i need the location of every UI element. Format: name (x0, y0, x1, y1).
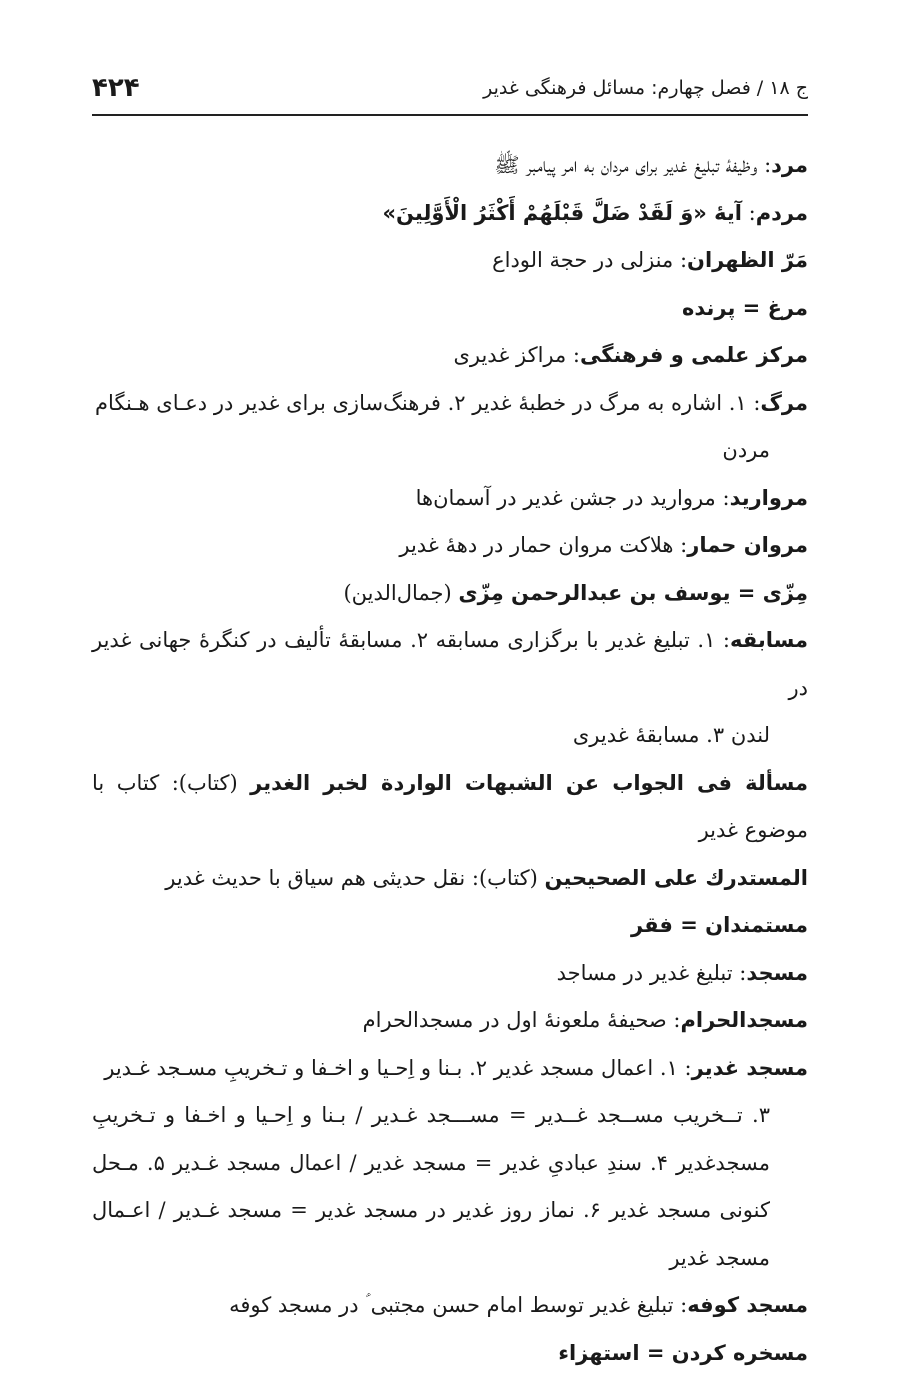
glossary-entry (92, 855, 808, 903)
entry-definition: ۱. اشاره به مرگ در خطبهٔ غدیر ۲. فرهنگ‌سازی برای غدیر در دعـای هـنگام (95, 390, 747, 415)
entry-definition: وظیفهٔ تبلیغ غدیر برای مردان به امر پیامبر ﷺ (494, 153, 758, 177)
glossary-entry: مردم: آیهٔ «وَ لَقَدْ ضَلَّ قَبْلَهُمْ أَكْثَرُ الْأَوَّلِينَ» (382, 200, 808, 225)
glossary-entry (92, 902, 808, 950)
entry-term: مِزّی = یوسف بن عبدالرحمن مِزّی (458, 580, 808, 605)
glossary-entry: مروارید: مروارید در جشن غدیر در آسمان‌ها (415, 485, 808, 510)
book-page (92, 62, 808, 1377)
entry-term: مرد (771, 153, 808, 177)
entry-definition: (کتاب): کتاب با موضوع غدیر (92, 770, 808, 842)
entry-definition: صحیفهٔ ملعونهٔ اول در مسجدالحرام (362, 1008, 667, 1032)
glossary-entry: مروان حمار: هلاکت مروان حمار در دههٔ غدیر (399, 533, 808, 557)
entry-term: مسألة فی الجواب عن الشبهات الواردة لخبر الغدیر (250, 770, 808, 795)
entry-term: مسجد کوفه (687, 1293, 808, 1317)
entry-definition: مراکز غدیری (453, 343, 567, 367)
glossary-entry: مرگ: ۱. اشاره به مرگ در خطبهٔ غدیر ۲. فرهنگ‌سازی برای غدیر در دعـای هـنگام مردن (92, 380, 808, 475)
entry-term: مسابقه (730, 628, 808, 652)
glossary-entry: مرکز علمی و فرهنگی: مراکز غدیری (453, 343, 808, 367)
glossary-entry: مسجد غدیر: ۱. اعمال مسجد غدیر ۲. بـنا و اِحـیا و اخـفا و تـخریبِ مسـجد غـدیر ۳. تــخریب مســجد غــدیر = مســـجد غـدیر / بـنا و اِحـیا و اخـفا و تـخریبِ مسجدغدیر ۴. سندِ عبادیِ غدیر = مسجد غدیر / اعمال مسجد غـدیر ۵. مـحل کنونی مسجد غدیر ۶. نماز روز غدیر در مسجد غدیر = مسجد غـدیر / اعـمال مسجد غدیر (92, 1045, 808, 1283)
entry-term: المستدرك علی الصحیحین (544, 865, 808, 890)
entry-term: مستمندان = فقر (631, 913, 808, 937)
entry-definition: هلاکت مروان حمار در دههٔ غدیر (399, 533, 674, 557)
glossary-entry (92, 285, 808, 333)
glossary-entries (92, 142, 808, 1377)
entry-term: مروان حمار (687, 533, 808, 557)
entry-definition: منزلی در حجة الوداع (492, 248, 674, 272)
entry-term: مسجد غدیر (691, 1055, 808, 1080)
entry-term: مَرّ الظهران (687, 248, 808, 272)
glossary-entry (92, 570, 808, 618)
glossary-entry (92, 1330, 808, 1378)
glossary-entry: مسابقه: ۱. تبلیغ غدیر با برگزاری مسابقه ۲. مسابقهٔ تألیف در کنگرهٔ جهانی غدیر در لندن ۳. مسابقهٔ غدیری (92, 617, 808, 760)
running-title: ج ۱۸ / فصل چهارم: مسائل فرهنگی غدیر (483, 77, 808, 99)
entry-definition: (جمال‌الدین) (343, 580, 452, 605)
entry-definition: مروارید در جشن غدیر در آسمان‌ها (415, 485, 716, 510)
entry-definition: ۱. اعمال مسجد غدیر ۲. بـنا و اِحـیا و اخـفا و تـخریبِ مسـجد غـدیر (104, 1055, 678, 1080)
glossary-entry: مرد: وظیفهٔ تبلیغ غدیر برای مردان به امر پیامبر ﷺ (494, 153, 808, 177)
entry-term: مروارید (729, 485, 808, 510)
entry-definition: (کتاب): نقل حدیثی هم سیاق با حدیث غدیر (165, 865, 538, 890)
glossary-entry: مسجد: تبلیغ غدیر در مساجد (556, 960, 808, 985)
entry-definition: تبلیغ غدیر توسط امام حسن مجتبی ؑ در مسجد کوفه (229, 1293, 674, 1317)
glossary-entry: مسجدالحرام: صحیفهٔ ملعونهٔ اول در مسجدالحرام (362, 1008, 808, 1032)
glossary-entry (92, 760, 808, 855)
entry-term: مسجد (746, 960, 808, 985)
entry-term: مردم (755, 200, 808, 225)
entry-term: مرغ = پرنده (682, 295, 808, 320)
entry-term: مرکز علمی و فرهنگی (580, 343, 808, 367)
entry-term: مسخره کردن = استهزاء (558, 1340, 808, 1365)
glossary-entry: مسجد کوفه: تبلیغ غدیر توسط امام حسن مجتبی ؑ در مسجد کوفه (229, 1293, 808, 1317)
glossary-entry: مَرّ الظهران: منزلی در حجة الوداع (492, 248, 808, 272)
entry-definition: آیهٔ «وَ لَقَدْ ضَلَّ قَبْلَهُمْ أَكْثَرُ الْأَوَّلِينَ» (382, 200, 742, 225)
entry-definition: ۱. تبلیغ غدیر با برگزاری مسابقه ۲. مسابقهٔ تألیف در کنگرهٔ جهانی غدیر در (92, 628, 808, 700)
entry-term: مرگ (760, 390, 808, 415)
entry-continuation: لندن ۳. مسابقهٔ غدیری (572, 723, 770, 747)
entry-term: مسجدالحرام (680, 1008, 808, 1032)
entry-definition: تبلیغ غدیر در مساجد (556, 960, 733, 985)
entry-continuation: ۳. تــخریب مســجد غــدیر = مســـجد غـدیر / بـنا و اِحـیا و اخـفا و تـخریبِ مسجدغدیر ۴. سندِ عبادیِ غدیر = مسجد غدیر / اعمال مسجد غـدیر ۵. مـحل کنونی مسجد غدیر ۶. نماز روز غدیر در مسجد غدیر = مسجد غـدیر / اعـمال مسجد غدیر (92, 1103, 770, 1270)
page-header (92, 62, 808, 116)
page-number: ۴۲۴ (92, 73, 140, 103)
entry-continuation: مردن (722, 438, 770, 462)
